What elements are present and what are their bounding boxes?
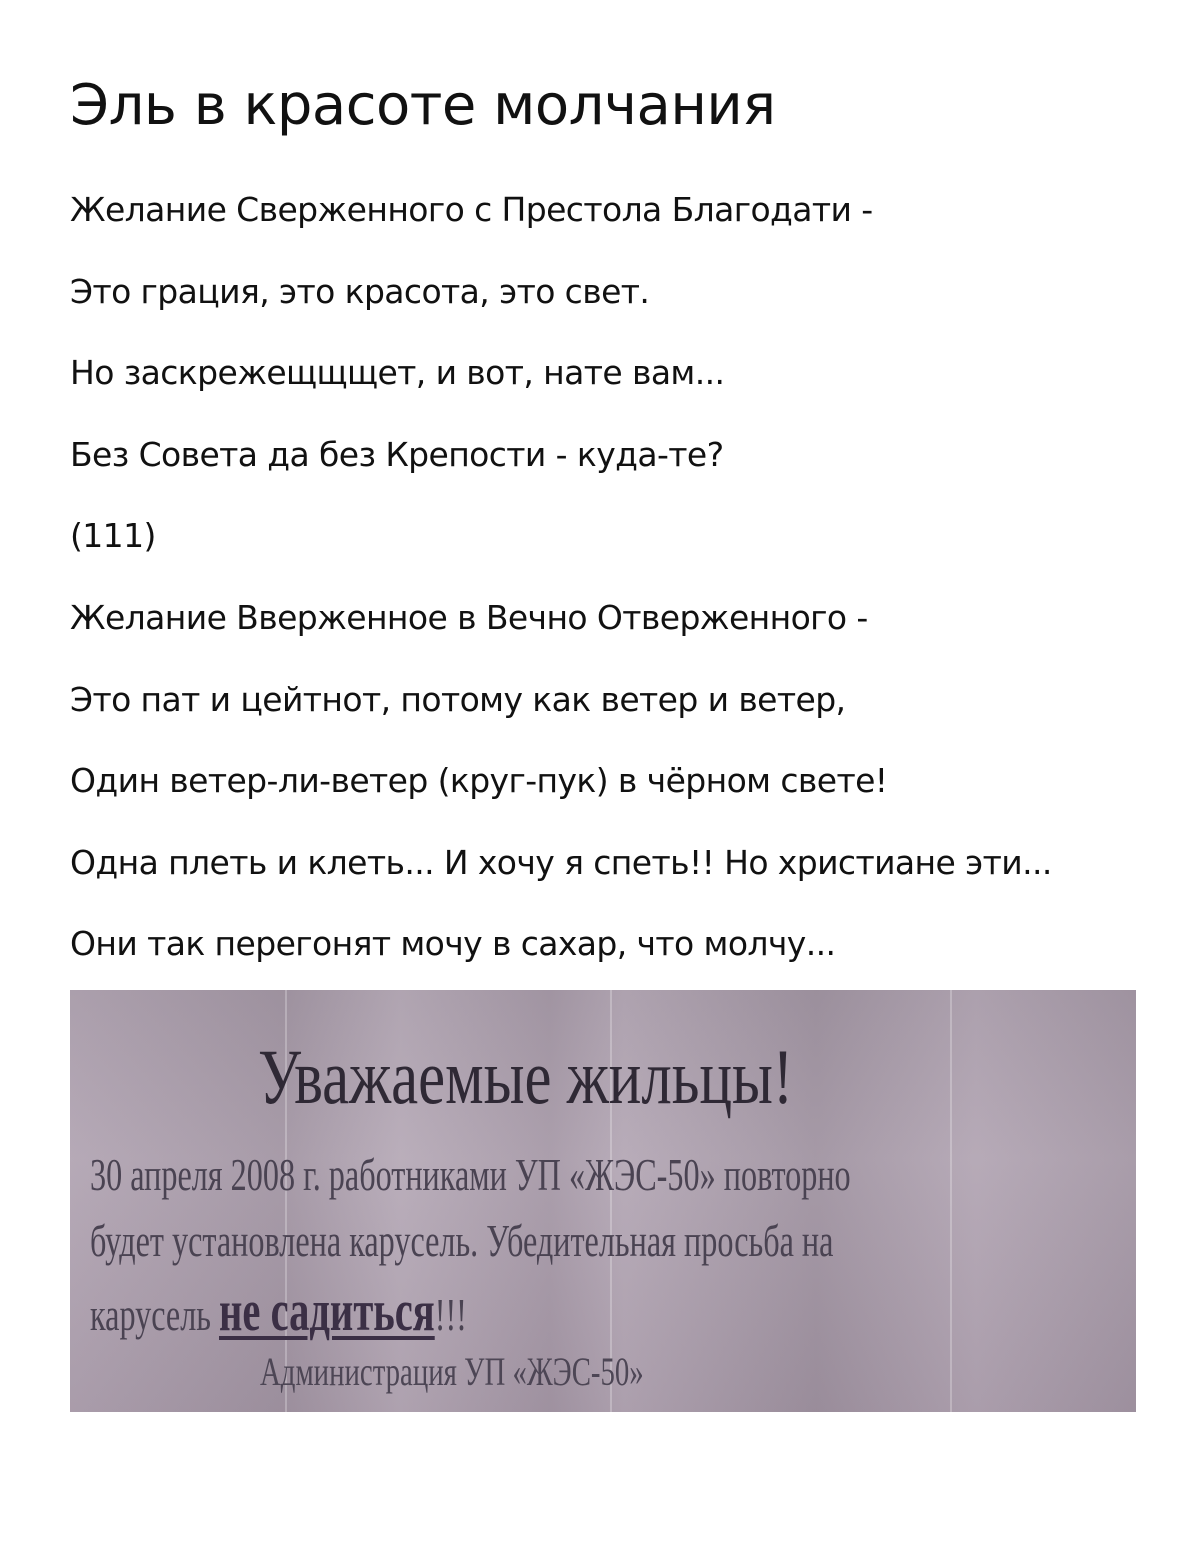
poem-line: Но заскрежещщщет, и вот, нате вам... <box>70 353 725 393</box>
notice-heading: Уважаемые жильцы! <box>258 1033 794 1120</box>
page-title: Эль в красоте молчания <box>70 73 776 138</box>
notice-text <box>70 990 1136 1412</box>
poem-line: (111) <box>70 516 156 556</box>
poem-line: Это грация, это красота, это свет. <box>70 271 650 311</box>
poem-line: Желание Сверженного с Престола Благодати - <box>70 190 873 229</box>
notice-line: 30 апреля 2008 г. работниками УП «ЖЭС-50» повторно <box>90 1149 851 1200</box>
poem-line: Желание Вверженное в Вечно Отверженного - <box>70 597 868 637</box>
notice-line <box>90 1278 467 1343</box>
poem-line: Это пат и цейтнот, потому как ветер и ветер, <box>70 679 846 719</box>
notice-line-suffix: !!! <box>434 1289 467 1340</box>
poem-line: Одна плеть и клеть... И хочу я спеть!! Но христиане эти... <box>70 842 1052 882</box>
notice-signature: Администрация УП «ЖЭС-50» <box>260 1349 644 1394</box>
notice-line-prefix: карусель <box>90 1289 220 1340</box>
poem-line: Один ветер-ли-ветер (круг-пук) в чёрном свете! <box>70 761 888 801</box>
poem <box>70 190 1150 1006</box>
notice-photo <box>70 990 1136 1412</box>
notice-line: будет установлена карусель. Убедительная просьба на <box>90 1215 834 1266</box>
notice-emphasis: не садиться <box>219 1278 435 1343</box>
poem-line: Они так перегонят мочу в сахар, что молчу... <box>70 924 836 964</box>
poem-line: Без Совета да без Крепости - куда-те? <box>70 434 724 474</box>
